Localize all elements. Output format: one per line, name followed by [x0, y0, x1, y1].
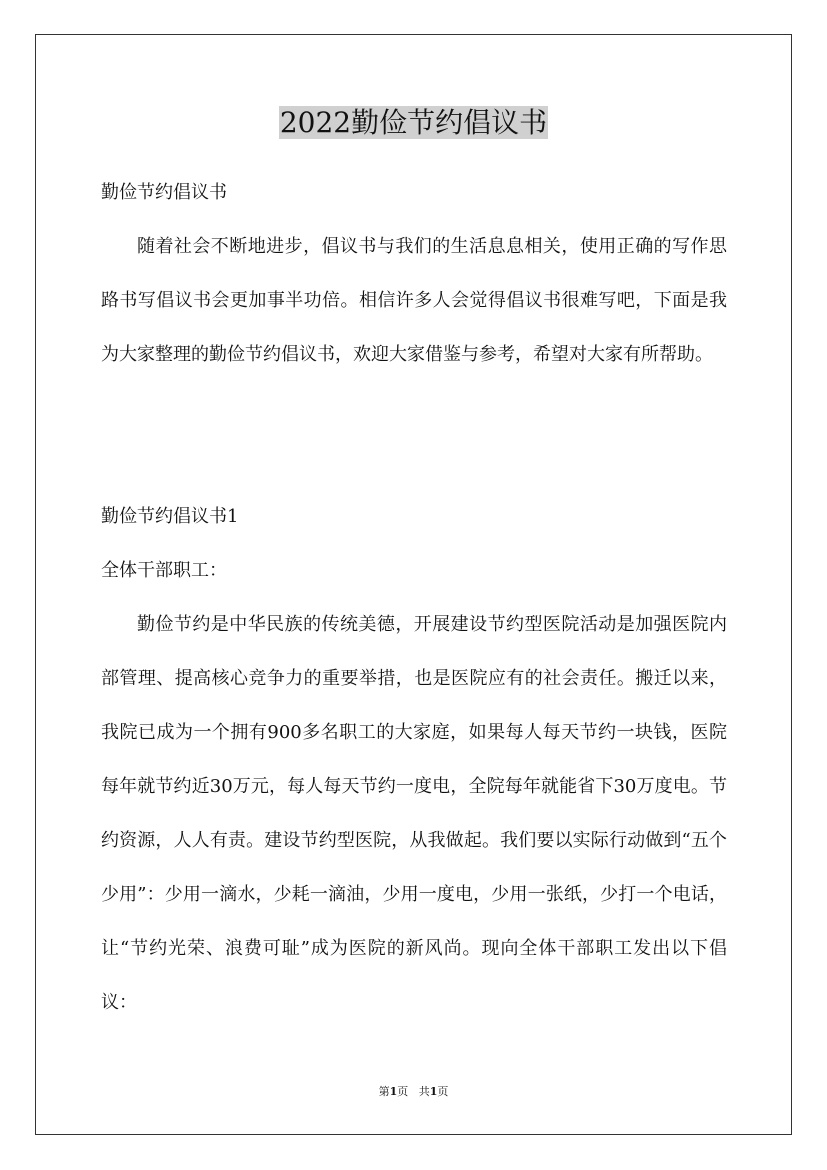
body-paragraph-1: 勤俭节约是中华民族的传统美德，开展建设节约型医院活动是加强医院内部管理、提高核心竞争力的重要举措，也是医院应有的社会责任。搬迁以来，我院已成为一个拥有900多名职工的大家庭，如果每人每天节约一块钱，医院每年就节约近30万元，每人每天节约一度电，全院每年就能省下30万度电。节约资源，人人有责。建设节约型医院，从我做起。我们要以实际行动做到“五个少用”：少用一滴水，少耗一滴油，少用一度电，少用一张纸，少打一个电话，让“节约光荣、浪费可耻”成为医院的新风尚。现向全体干部职工发出以下倡议： [101, 614, 727, 1013]
total-pages: 1 [429, 1085, 438, 1098]
page-suffix: 页 [397, 1085, 409, 1098]
page-current: 1 [389, 1085, 398, 1098]
total-prefix: 共 [418, 1085, 430, 1098]
section-title: 勤俭节约倡议书1 [101, 506, 239, 527]
salutation: 全体干部职工： [101, 560, 227, 581]
total-suffix: 页 [437, 1085, 449, 1098]
page-prefix: 第 [378, 1085, 390, 1098]
subtitle: 勤俭节约倡议书 [101, 182, 227, 203]
intro-paragraph: 随着社会不断地进步，倡议书与我们的生活息息相关，使用正确的写作思路书写倡议书会更加事半功倍。相信许多人会觉得倡议书很难写吧，下面是我为大家整理的勤俭节约倡议书，欢迎大家借鉴与参考，希望对大家有所帮助。 [101, 236, 727, 365]
document-title: 2022勤俭节约倡议书 [279, 106, 548, 139]
page-footer [0, 1084, 827, 1100]
document-title-block [0, 103, 827, 143]
